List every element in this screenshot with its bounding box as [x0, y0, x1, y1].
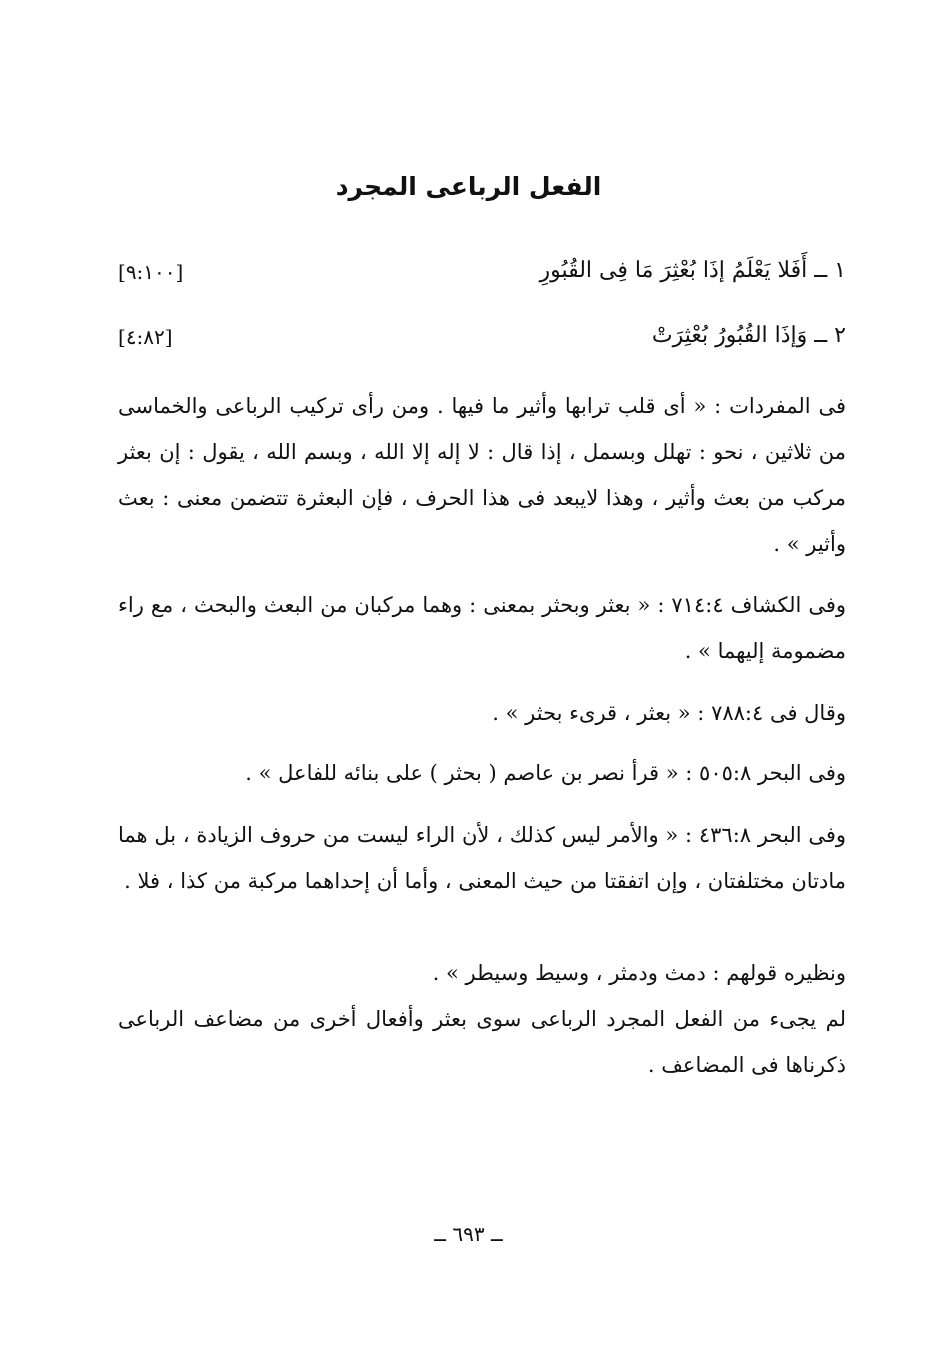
verse-text: ١ ــ أَفَلا يَعْلَمُ إذَا بُعْثِرَ مَا فِى القُبُورِ: [539, 258, 846, 283]
verse-text: ٢ ــ وَإذَا القُبُورُ بُعْثِرَتْ: [651, 323, 846, 348]
paragraph-bahr-505: وفى البحر ٥٠٥:٨ : « قرأ نصر بن عاصم ( بحثر ) على بنائه للفاعل » .: [245, 761, 846, 785]
page-title: الفعل الرباعى المجرد: [335, 172, 602, 201]
paragraph-qala: وقال فى ٧٨٨:٤ : « بعثر ، قرىء بحثر » .: [492, 701, 846, 725]
paragraph-kashshaf: وفى الكشاف ٧١٤:٤ : « بعثر وبحثر بمعنى : وهما مركبان من البعث والبحث ، مع راء مضمومة إليهما » .: [118, 593, 847, 663]
verse-reference: [٤:٨٢]: [118, 325, 173, 349]
paragraph-mufradat: فى المفردات : « أى قلب ترابها وأثير ما فيها . ومن رأى تركيب الرباعى والخماسى من ثلاثين ، نحو : تهلل وبسمل ، إذا قال : لا إله إلا الله ، وبسم الله ، يقول : إن بعثر مركب من بعث وأثير ، وهذا لايبعد فى هذا الحرف ، فإن البعثرة تتضمن معنى : بعث وأثير » .: [118, 394, 846, 556]
verse-line-1: [118, 258, 846, 298]
paragraph-nazeeruh: ونظيره قولهم : دمث ودمثر ، وسيط وسيطر » .: [432, 961, 846, 985]
verse-reference: [٩:١٠٠]: [118, 260, 184, 284]
verse-line-2: [118, 323, 846, 363]
paragraph-conclusion: لم يجىء من الفعل المجرد الرباعى سوى بعثر وأفعال أخرى من مضاعف الرباعى ذكرناها فى المضاعف .: [118, 1007, 846, 1077]
paragraph-bahr-436: وفى البحر ٤٣٦:٨ : « والأمر ليس كذلك ، لأن الراء ليست من حروف الزيادة ، بل هما مادتان مختلفتان ، وإن اتفقتا من حيث المعنى ، وأما أن إحداهما مركبة من كذا ، فلا .: [118, 823, 847, 893]
page-number: ــ ٦٩٣ ــ: [434, 1222, 503, 1246]
